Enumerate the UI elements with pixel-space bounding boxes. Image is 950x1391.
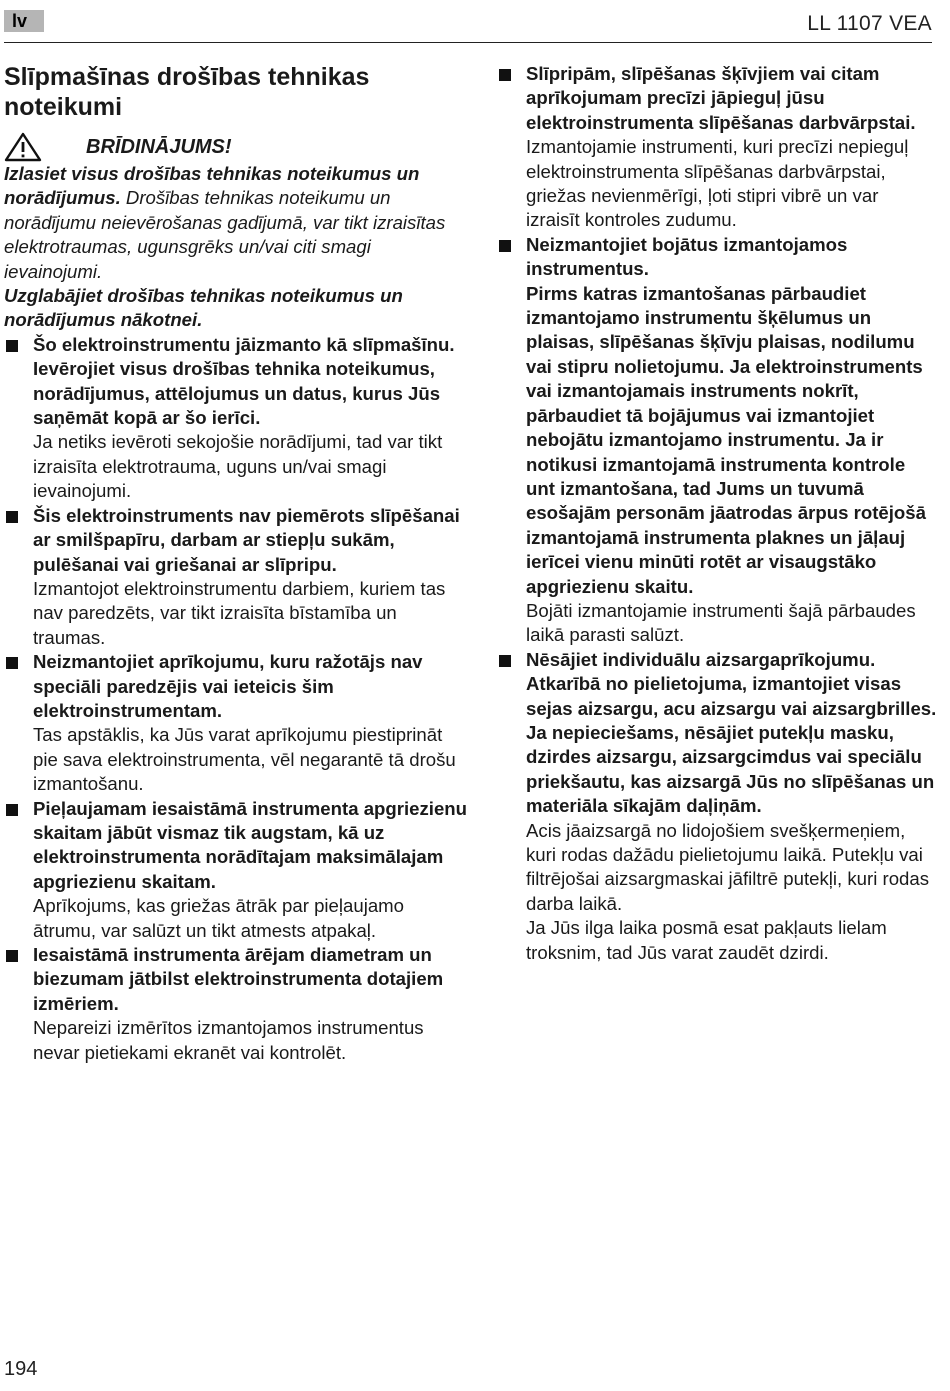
language-tag: lv [4, 10, 44, 32]
model-number: LL 1107 VEA [807, 12, 932, 35]
item-bold-2: Ja nepieciešams, nēsājiet putekļu masku, dzirdes aizsargu, aizsargcimdus vai speciālu priekšautu, kas aizsargā Jūs no slīpēšanas un materiāla sīkajām daļiņām. [526, 721, 935, 817]
list-item [4, 943, 470, 1065]
header-rule [4, 42, 932, 43]
bullet-square-icon [499, 240, 511, 252]
right-column [497, 62, 937, 965]
bullet-square-icon [6, 950, 18, 962]
item-text: Izmantojamie instrumenti, kuri precīzi nepieguļ elektroinstrumenta slīpēšanas darbvārpstai, griežas nevienmērīgi, ļoti stipri vibrē un var izraisīt kontroles zudumu. [526, 136, 909, 231]
item-bold: Pieļaujamam iesaistāmā instrumenta apgriezienu skaitam jābūt vismaz tik augstam, kā uz elektroinstrumenta norādītajam maksimālajam apgriezienu skaitam. [33, 797, 468, 892]
item-bold: Šo elektroinstrumentu jāizmanto kā slīpmašīnu. Ievērojiet visus drošības tehnika noteikumus, norādījumus, attēlojumus un datus, kurus Jūs saņēmāt kopā ar šo ierīci. [33, 333, 455, 429]
warning-triangle-icon [4, 132, 42, 162]
warning-title: BRĪDINĀJUMS! [86, 135, 232, 158]
bullet-square-icon [6, 804, 18, 816]
item-bold: Neizmantojiet aprīkojumu, kuru ražotājs nav speciāli paredzējis vai ieteicis šim elektroinstrumentam. [33, 651, 423, 721]
bullet-square-icon [6, 511, 18, 523]
intro-keep: Uzglabājiet drošības tehnikas noteikumus un norādījumus nākotnei. [4, 285, 403, 331]
intro-bold: Izlasiet visus drošības tehnikas noteikumus un norādījumus. [4, 163, 420, 209]
list-item [4, 504, 470, 650]
item-text: Nepareizi izmērītos izmantojamos instrumentus nevar pietiekami ekranēt vai kontrolēt. [33, 1017, 424, 1063]
item-text: Ja netiks ievēroti sekojošie norādījumi, tad var tikt izraisīta elektrotrauma, uguns un/vai smagi ievainojumi. [33, 431, 443, 502]
list-item [497, 648, 937, 965]
list-item [4, 650, 470, 796]
item-text: Izmantojot elektroinstrumentu darbiem, kuriem tas nav paredzēts, var tikt izraisīta bīstamība un traumas. [33, 577, 446, 648]
list-item [497, 62, 937, 233]
item-text: Aprīkojums, kas griežas ātrāk par pieļaujamo ātrumu, var salūzt un tikt atmests atpakaļ. [33, 895, 405, 941]
item-bold: Šis elektroinstruments nav piemērots slīpēšanai ar smilšpapīru, darbam ar stiepļu sukām, pulēšanai vai griešanai ar slīpripu. [33, 504, 460, 575]
item-text: Ja Jūs ilga laika posmā esat pakļauts lielam troksnim, tad Jūs varat zaudēt dzirdi. [526, 917, 887, 963]
bullet-square-icon [499, 69, 511, 81]
item-bold: Nēsājiet individuālu aizsargaprīkojumu. Atkarībā no pielietojuma, izmantojiet visas sejas aizsargu, acu aizsargu vai aizsargbrilles. [526, 648, 937, 719]
warning-row [4, 132, 470, 162]
item-text: Tas apstāklis, ka Jūs varat aprīkojumu piestiprināt pie sava elektroinstrumenta, vēl negarantē tā drošu izmantošanu. [33, 724, 456, 795]
section-title: Slīpmašīnas drošības tehnikas noteikumi [4, 63, 370, 121]
left-column [4, 62, 470, 1065]
item-bold-2: Pirms katras izmantošanas pārbaudiet izmantojamo instrumentu šķēlumus un plaisas, slīpēšanas šķīvju plaisas, nodilumu vai stipru nolietojumu. Ja elektroinstruments vai izmantojamais instruments nokrīt, pārbaudiet tā bojājumus vai izmantojiet nebojātu izmantojamo instrumentu. Ja ir notikusi izmantojamā instrumenta kontrole unt izmantošana, tad Jums un tuvumā esošajām personām jāatrodas ārpus rotējošā izmantojamā instrumenta plaknes un jāļauj ierīcei vienu minūti rotēt ar visaugstāko apgriezienu skaitu. [526, 282, 926, 597]
item-text: Acis jāaizsargā no lidojošiem svešķermeņiem, kuri rodas dažādu pielietojumu laikā. Putekļu vai filtrējošai aizsargmaskai jāfiltrē putekļi, kuri rodas darba laikā. [526, 819, 930, 914]
intro-text: Drošības tehnikas noteikumu un norādījumu neievērošanas gadījumā, var tikt izraisītas elektrotraumas, ugunsgrēks un/vai citi smagi ievainojumi. [4, 187, 446, 282]
item-bold: Slīpripām, slīpēšanas šķīvjiem vai citam aprīkojumam precīzi jāpieguļ jūsu elektroinstrumenta slīpēšanas darbvārpstai. [526, 63, 916, 133]
item-bold: Neizmantojiet bojātus izmantojamos instrumentus. [526, 233, 848, 280]
list-item [497, 233, 937, 648]
intro-block [4, 162, 470, 333]
bullet-square-icon [499, 655, 511, 667]
item-text: Bojāti izmantojamie instrumenti šajā pārbaudes laikā parasti salūzt. [526, 599, 916, 646]
bullet-square-icon [6, 340, 18, 352]
list-item [4, 797, 470, 943]
item-bold: Iesaistāmā instrumenta ārējam diametram un biezumam jātbilst elektroinstrumenta dotajiem izmēriem. [33, 944, 444, 1014]
list-item [4, 333, 470, 504]
page-number: 194 [4, 1358, 38, 1380]
bullet-square-icon [6, 657, 18, 669]
